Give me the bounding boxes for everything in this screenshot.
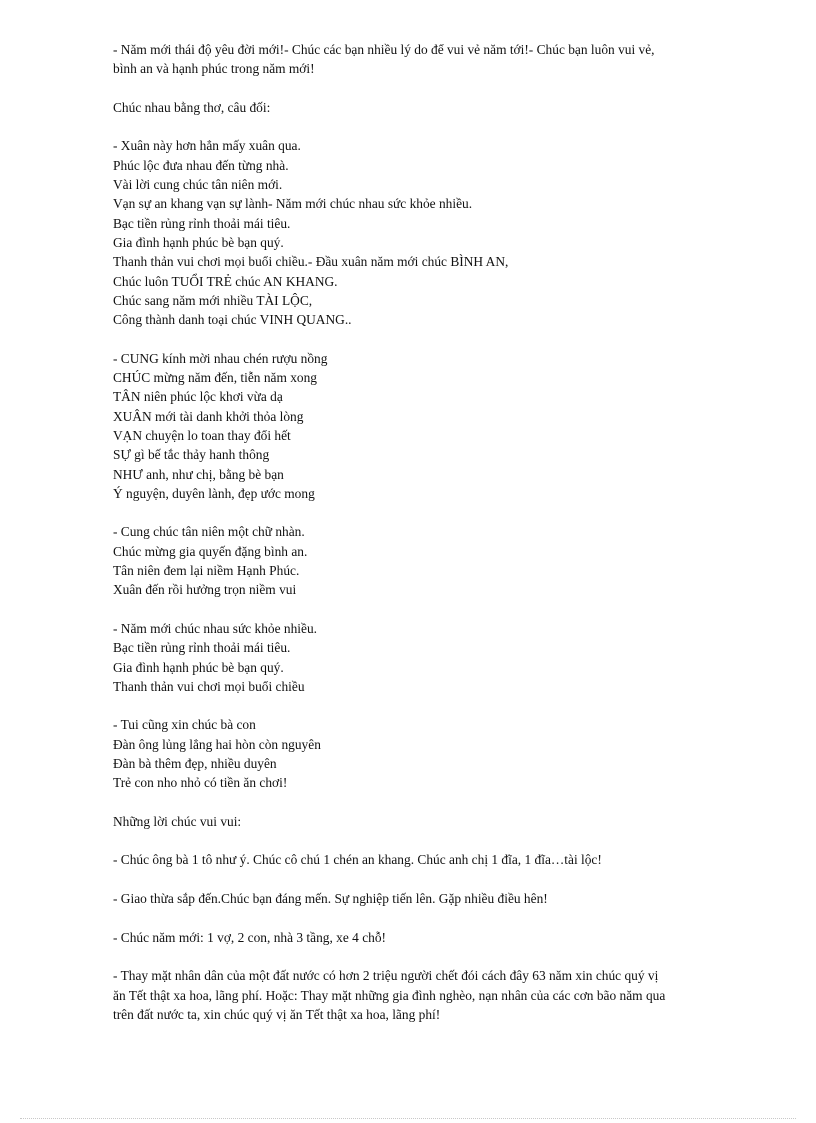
poem-line: - Tui cũng xin chúc bà con (113, 717, 256, 733)
page-bottom-divider (20, 1118, 796, 1119)
poem-line: Bạc tiền rủng rỉnh thoải mái tiêu. (113, 215, 291, 231)
paragraph-gap (113, 79, 775, 98)
poem-line: Đàn bà thêm đẹp, nhiều duyên (113, 755, 277, 771)
poem-line: Gia đình hạnh phúc bè bạn quý. (113, 659, 284, 675)
text-line: ăn Tết thật xa hoa, lãng phí. Hoặc: Thay mặt những gia đình nghèo, nạn nhân của các cơn bão năm qua (113, 987, 666, 1003)
funny-wish: - Giao thừa sắp đến.Chúc bạn đáng mến. Sự nghiệp tiến lên. Gặp nhiều điều hên! (113, 891, 548, 907)
poem-line: SỰ gì bế tắc thảy hanh thông (113, 447, 270, 463)
poem-line: Đàn ông lủng lẳng hai hòn còn nguyên (113, 736, 321, 752)
poem-line: XUÂN mới tài danh khởi thỏa lòng (113, 408, 304, 424)
poem-5 (113, 715, 775, 792)
paragraph-gap (113, 793, 775, 812)
text-line: - Năm mới thái độ yêu đời mới!- Chúc các bạn nhiều lý do để vui vẻ năm tới!- Chúc bạn luôn vui vẻ, (113, 42, 655, 57)
poem-line: Chúc mừng gia quyến đặng bình an. (113, 543, 308, 559)
paragraph-gap (113, 503, 775, 522)
paragraph-gap (113, 947, 775, 966)
poem-line: Vài lời cung chúc tân niên mới. (113, 177, 283, 193)
section-heading-poems: Chúc nhau bằng thơ, câu đối: (113, 99, 271, 115)
paragraph-gap (113, 908, 775, 927)
document-page (113, 40, 775, 1024)
paragraph-gap (113, 117, 775, 136)
poem-line: - CUNG kính mời nhau chén rượu nồng (113, 350, 328, 366)
text-line: - Thay mặt nhân dân của một đất nước có hơn 2 triệu người chết đói cách đây 63 năm xin chúc quý vị (113, 968, 659, 984)
final-paragraph (113, 966, 775, 1024)
poem-line: NHƯ anh, như chị, bằng bè bạn (113, 466, 284, 482)
poem-line: - Xuân này hơn hẳn mấy xuân qua. (113, 138, 301, 154)
paragraph-gap (113, 329, 775, 348)
poem-line: Thanh thản vui chơi mọi buổi chiều (113, 678, 305, 694)
poem-line: Chúc sang năm mới nhiều TÀI LỘC, (113, 292, 313, 308)
poem-4 (113, 619, 775, 696)
poem-line: Ý nguyện, duyên lành, đẹp ước mong (113, 485, 315, 501)
poem-line: Vạn sự an khang vạn sự lành- Năm mới chúc nhau sức khỏe nhiều. (113, 196, 473, 212)
poem-line: TÂN niên phúc lộc khơi vừa dạ (113, 389, 283, 405)
text-line: bình an và hạnh phúc trong năm mới! (113, 61, 315, 77)
poem-line: Tân niên đem lại niềm Hạnh Phúc. (113, 563, 300, 579)
intro-paragraph (113, 40, 775, 79)
poem-3 (113, 522, 775, 599)
poem-line: Trẻ con nho nhỏ có tiền ăn chơi! (113, 775, 288, 791)
poem-line: Chúc luôn TUỔI TRẺ chúc AN KHANG. (113, 273, 338, 289)
funny-wish: - Chúc ông bà 1 tô như ý. Chúc cô chú 1 chén an khang. Chúc anh chị 1 đĩa, 1 đĩa…tài lộc! (113, 852, 602, 868)
poem-line: VẠN chuyện lo toan thay đổi hết (113, 427, 291, 443)
poem-line: CHÚC mừng năm đến, tiễn năm xong (113, 370, 318, 386)
poem-line: - Năm mới chúc nhau sức khỏe nhiều. (113, 620, 317, 636)
poem-line: Gia đình hạnh phúc bè bạn quý. (113, 234, 284, 250)
poem-line: Xuân đến rồi hưởng trọn niềm vui (113, 582, 297, 598)
section-heading-funny: Những lời chúc vui vui: (113, 813, 242, 829)
paragraph-gap (113, 870, 775, 889)
paragraph-gap (113, 696, 775, 715)
poem-line: - Cung chúc tân niên một chữ nhàn. (113, 524, 305, 540)
poem-line: Thanh thản vui chơi mọi buổi chiều.- Đầu xuân năm mới chúc BÌNH AN, (113, 254, 509, 270)
text-line: trên đất nước ta, xin chúc quý vị ăn Tết thật xa hoa, lãng phí! (113, 1006, 441, 1022)
poem-1 (113, 136, 775, 329)
poem-line: Công thành danh toại chúc VINH QUANG.. (113, 312, 352, 328)
poem-2 (113, 349, 775, 503)
paragraph-gap (113, 600, 775, 619)
funny-wish: - Chúc năm mới: 1 vợ, 2 con, nhà 3 tầng, xe 4 chỗ! (113, 929, 386, 945)
poem-line: Phúc lộc đưa nhau đến từng nhà. (113, 157, 289, 173)
poem-line: Bạc tiền rủng rỉnh thoải mái tiêu. (113, 640, 291, 656)
paragraph-gap (113, 831, 775, 850)
